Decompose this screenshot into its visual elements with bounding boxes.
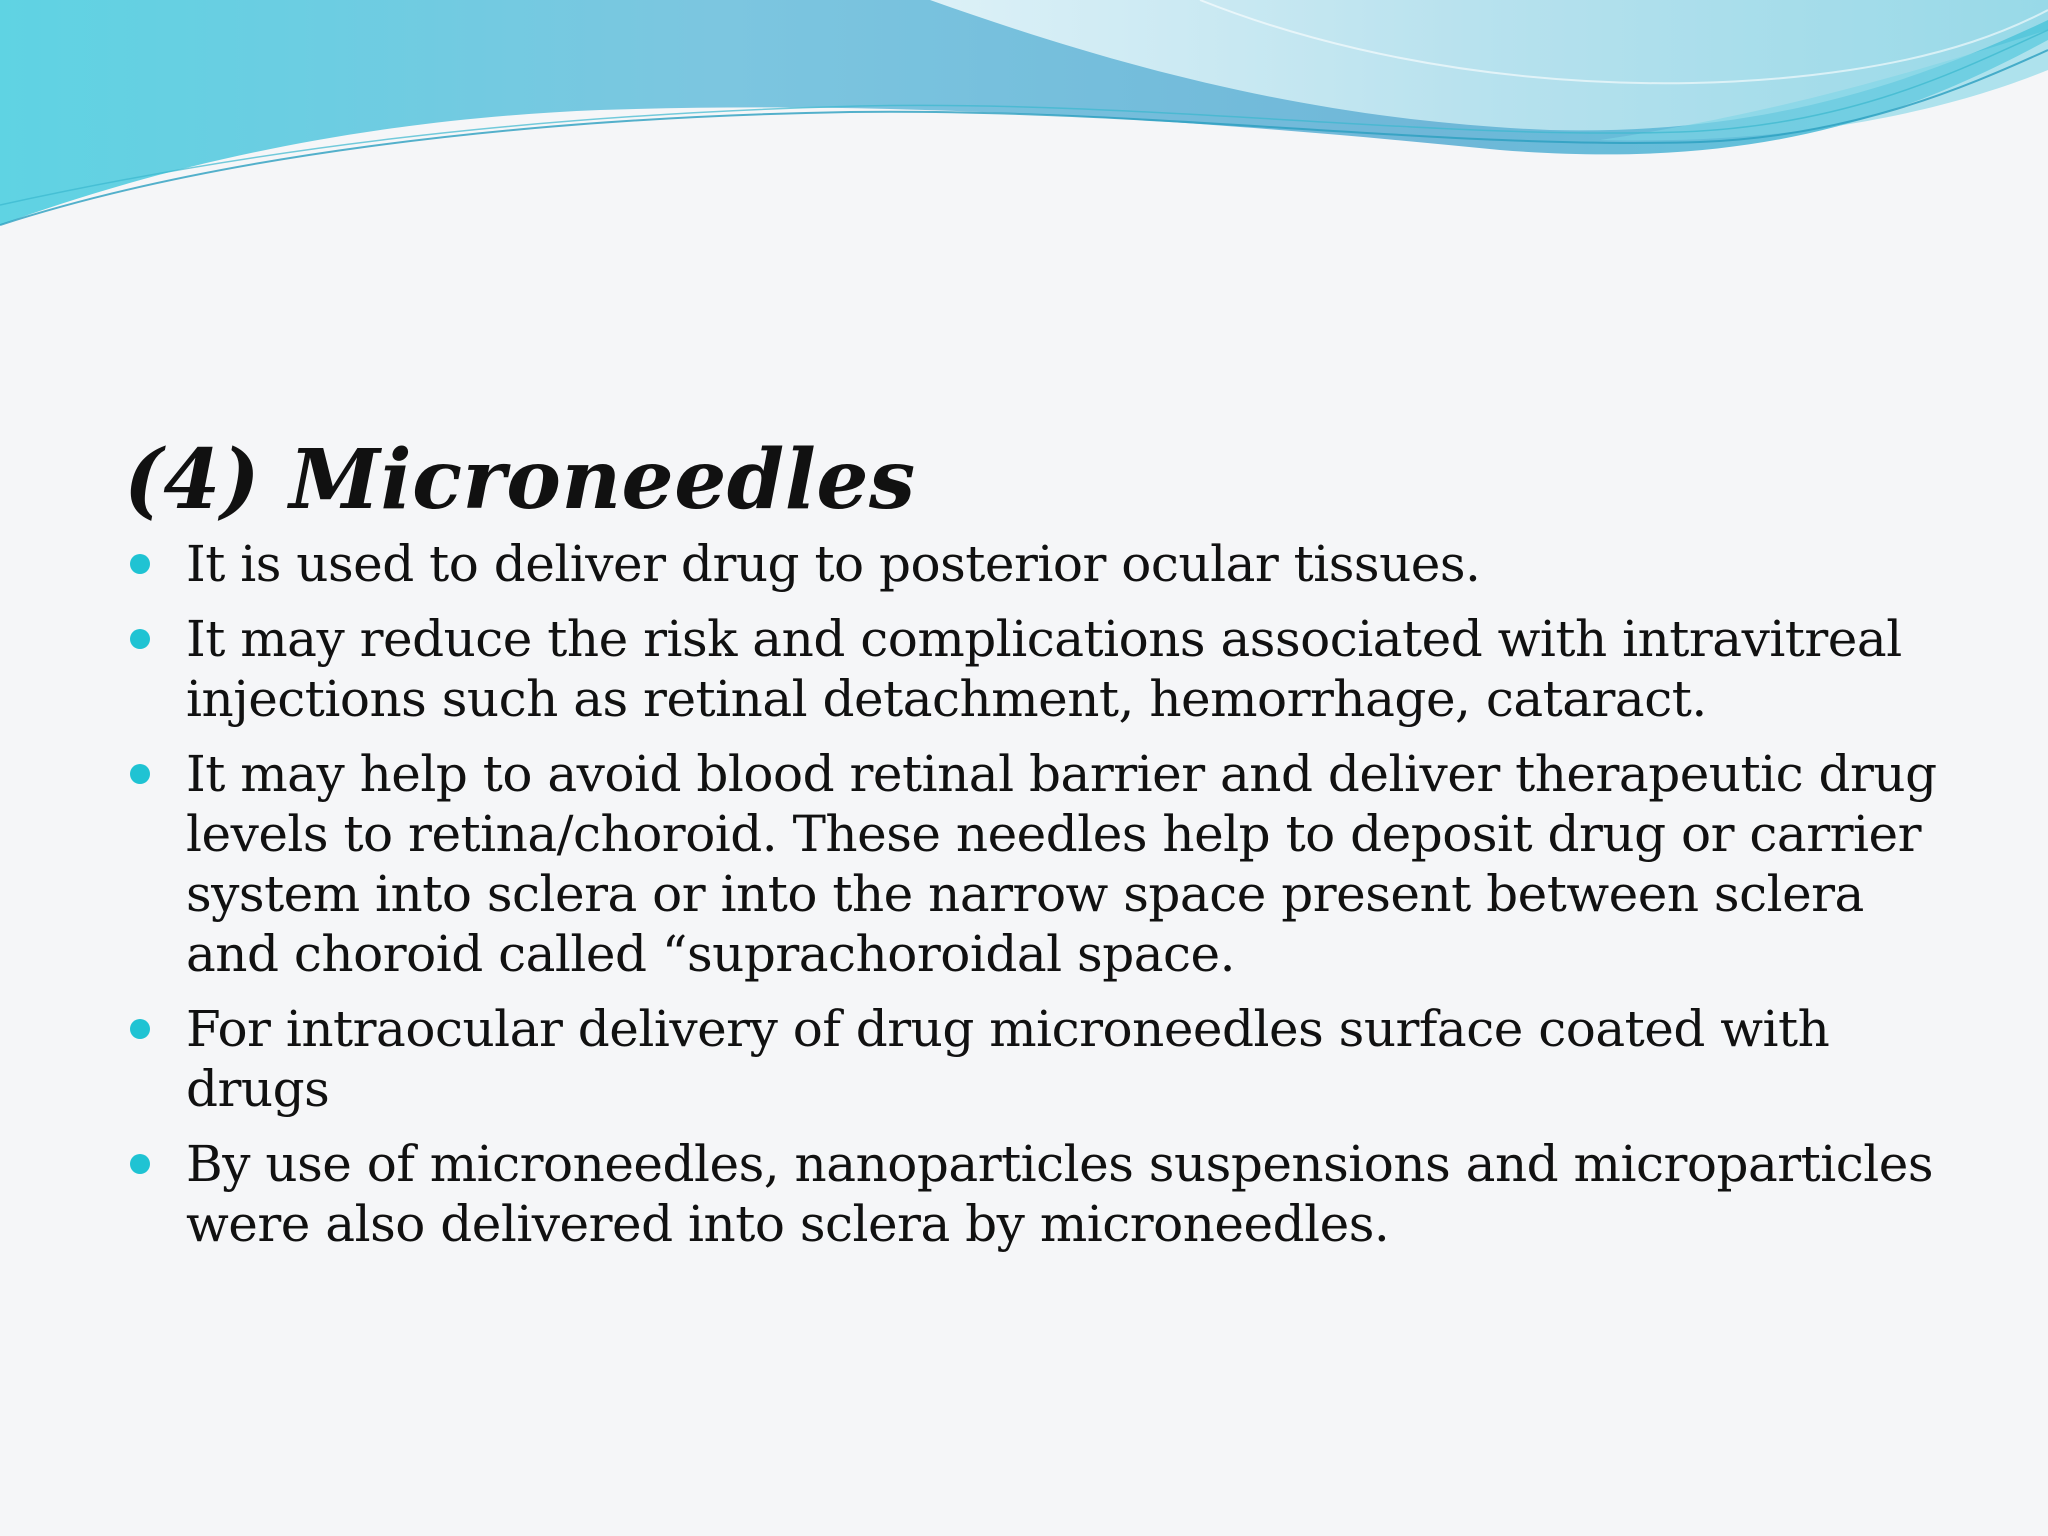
bullet-text: For intraocular delivery of drug microneedles surface coated with drugs [186,1000,1830,1118]
bullet-text: It may help to avoid blood retinal barrier and deliver therapeutic drug levels to retina/choroid. These needles help to deposit drug or carrier system into sclera or into the narrow space present between sclera and choroid called “suprachoroidal space. [186,745,1937,983]
bullet-item [124,1134,1944,1254]
bullet-text: It is used to deliver drug to posterior ocular tissues. [186,535,1481,593]
bullet-item [124,534,1944,594]
decorative-wave-header [0,0,2048,240]
bullet-dot-icon [130,764,150,784]
slide-title: (4) Microneedles [124,432,916,528]
bullet-dot-icon [130,629,150,649]
bullet-item [124,609,1944,729]
bullet-text: It may reduce the risk and complications associated with intravitreal injections such as retinal detachment, hemorrhage, cataract. [186,610,1902,728]
bullet-item [124,744,1944,984]
bullet-list [124,534,1944,1254]
bullet-dot-icon [130,1019,150,1039]
bullet-dot-icon [130,554,150,574]
slide-content [124,430,1944,1269]
bullet-dot-icon [130,1154,150,1174]
bullet-item [124,999,1944,1119]
bullet-text: By use of microneedles, nanoparticles suspensions and microparticles were also delivered into sclera by microneedles. [186,1135,1934,1253]
